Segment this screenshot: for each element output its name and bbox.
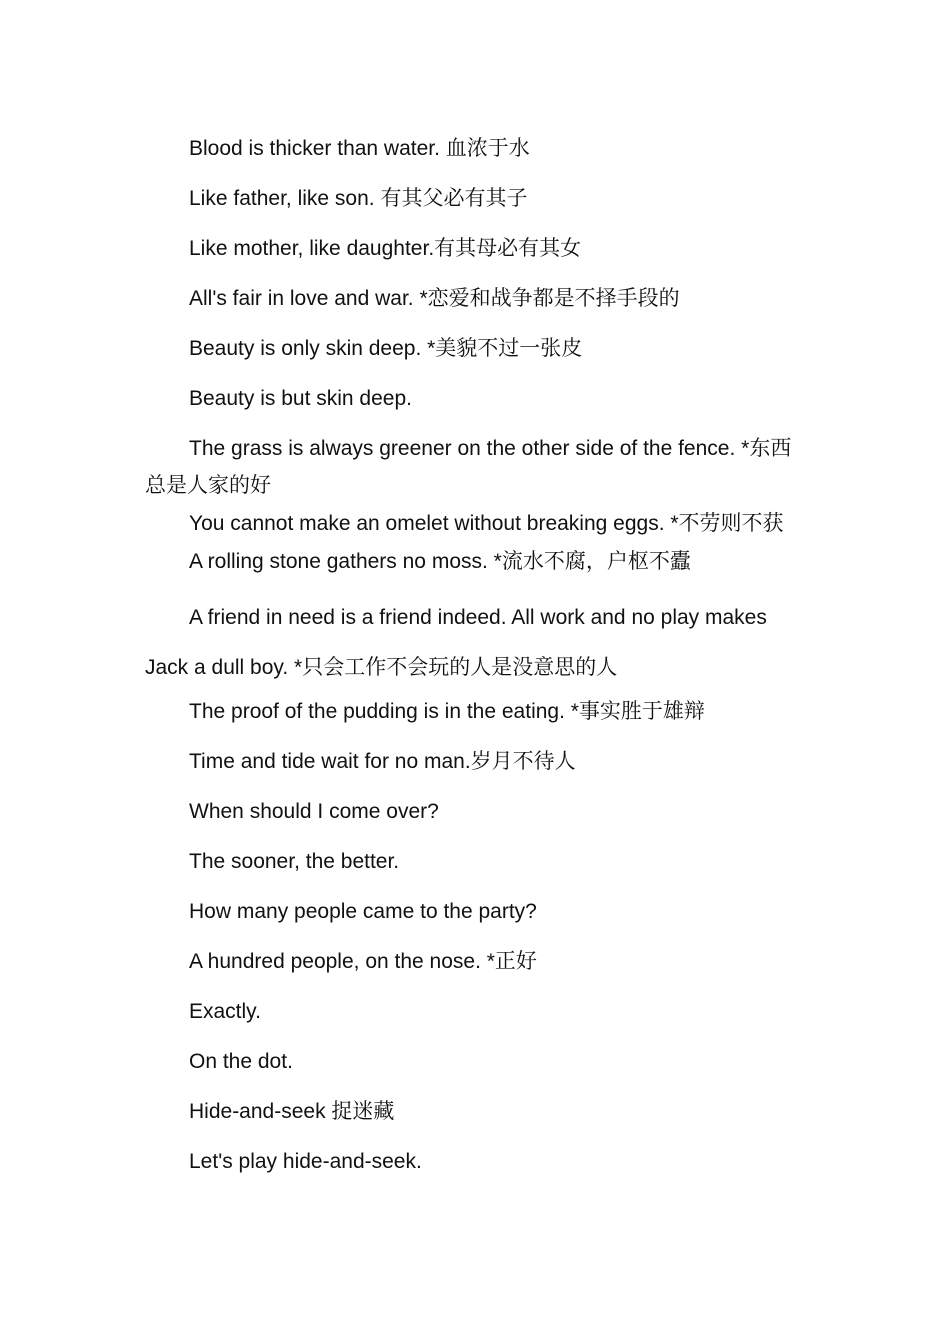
text-line-14: The sooner, the better.: [189, 850, 400, 873]
text-line-8: You cannot make an omelet without breaking eggs. *不劳则不获: [189, 512, 784, 535]
text-line-16: A hundred people, on the nose. *正好: [189, 950, 537, 973]
text-line-11: The proof of the pudding is in the eating. *事实胜于雄辩: [189, 700, 705, 723]
text-line-3: Like mother, like daughter.有其母必有其女: [189, 237, 582, 260]
text-line-5: Beauty is only skin deep. *美貌不过一张皮: [189, 337, 583, 360]
text-line-13: When should I come over?: [189, 800, 439, 823]
text-line-12: Time and tide wait for no man.岁月不待人: [189, 750, 576, 773]
document-body: [145, 130, 810, 1193]
text-line-18: On the dot.: [189, 1050, 293, 1073]
text-line-9: A rolling stone gathers no moss. *流水不腐，户枢不蠹: [189, 550, 691, 573]
text-line-6: Beauty is but skin deep.: [189, 387, 412, 410]
text-line-1: Blood is thicker than water. 血浓于水: [189, 137, 530, 160]
text-line-19: Hide-and-seek 捉迷藏: [189, 1100, 395, 1123]
text-line-7: The grass is always greener on the other side of the fence. *东西总是人家的好: [145, 437, 792, 497]
text-line-20: Let's play hide-and-seek.: [189, 1150, 422, 1173]
text-line-10: A friend in need is a friend indeed. All work and no play makes Jack a dull boy. *只会工作不会玩的人是没意思的人: [145, 606, 767, 679]
text-line-15: How many people came to the party?: [189, 900, 537, 923]
text-line-2: Like father, like son. 有其父必有其子: [189, 187, 528, 210]
text-line-4: All's fair in love and war. *恋爱和战争都是不择手段的: [189, 287, 680, 310]
text-line-17: Exactly.: [189, 1000, 261, 1023]
